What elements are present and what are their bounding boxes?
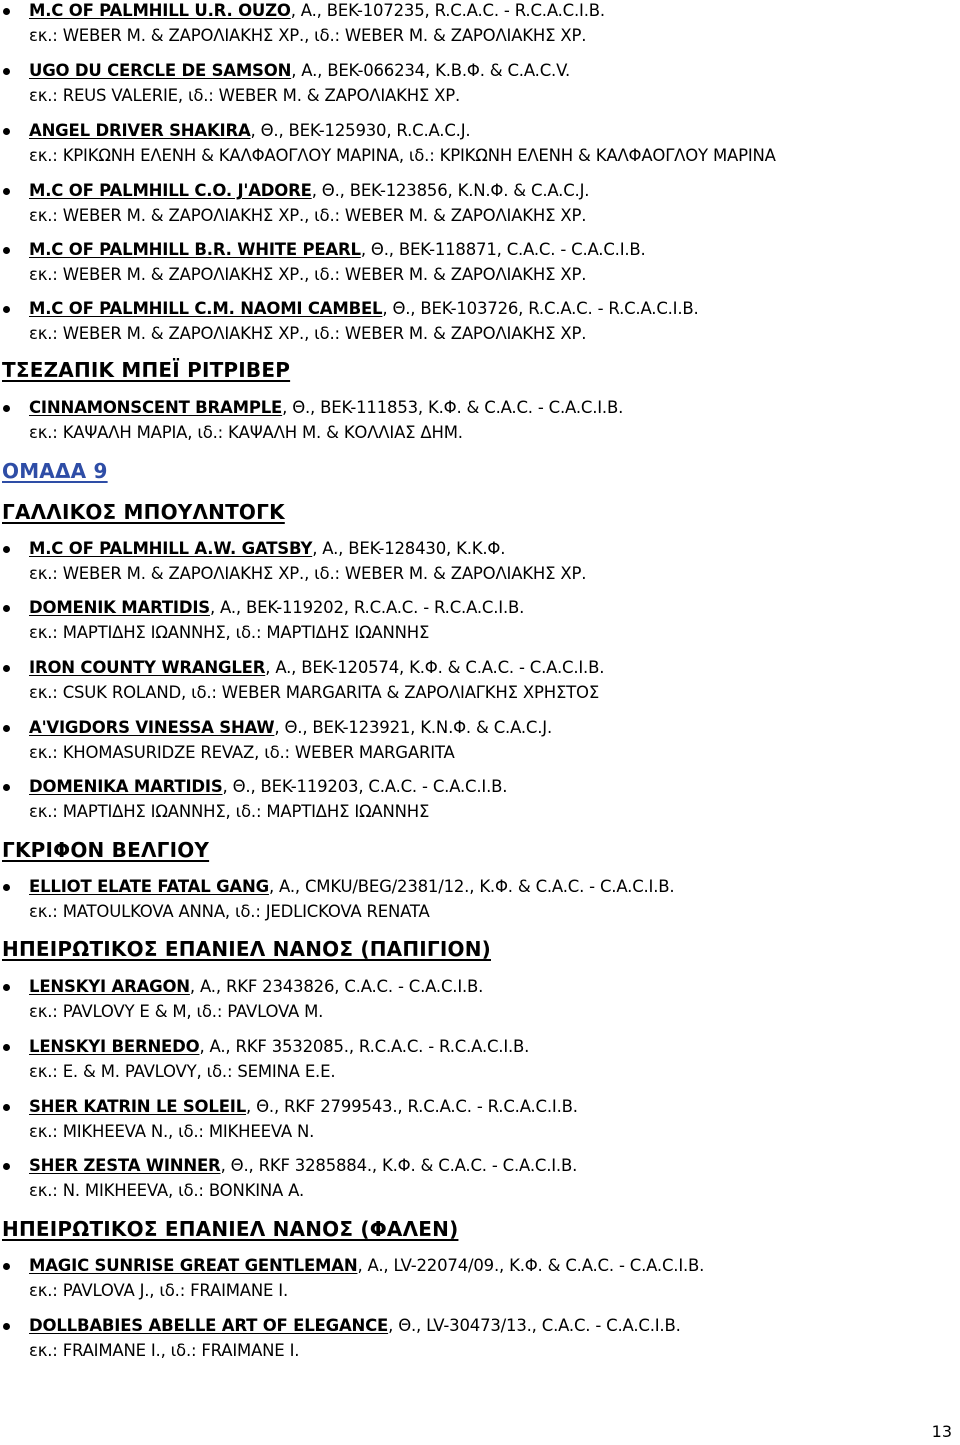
dog-name: UGO DU CERCLE DE SAMSON — [29, 61, 292, 80]
entry-line-1 — [29, 121, 470, 141]
entry-line-1 — [29, 977, 483, 997]
dog-details: , A., CMKU/BEG/2381/12., K.Φ. & C.A.C. - C.A.C.I.B. — [268, 877, 675, 896]
dog-name: M.C OF PALMHILL A.W. GATSBY — [29, 539, 313, 558]
owners: εκ.: WEBER M. & ΖΑΡΟΛΙΑΚΗΣ ΧΡ., ιδ.: WEBER M. & ΖΑΡΟΛΙΑΚΗΣ ΧΡ. — [29, 206, 587, 225]
owners: εκ.: KHOMASURIDZE REVAZ, ιδ.: WEBER MARGARITA — [29, 743, 455, 762]
entry-line-1 — [29, 777, 507, 797]
entry-line-1 — [29, 718, 552, 738]
bullet-icon — [3, 725, 10, 732]
dog-details: , Θ., RKF 2799543., R.C.A.C. - R.C.A.C.I.B. — [246, 1097, 578, 1116]
breed-heading: ΤΣΕΖΑΠΙΚ ΜΠΕΪ ΡΙΤΡΙΒΕΡ — [2, 358, 291, 382]
entry-line-1 — [29, 877, 674, 897]
owners: εκ.: ΚΡΙΚΩΝΗ ΕΛΕΝΗ & ΚΑΛΦΑΟΓΛΟΥ ΜΑΡΙΝΑ, ιδ.: ΚΡΙΚΩΝΗ ΕΛΕΝΗ & ΚΑΛΦΑΟΓΛΟΥ ΜΑΡΙΝΑ — [29, 146, 776, 165]
dog-details: , A., RKF 3532085., R.C.A.C. - R.C.A.C.I.B. — [199, 1037, 530, 1056]
dog-name: SHER KATRIN LE SOLEIL — [29, 1097, 247, 1116]
owners: εκ.: CSUK ROLAND, ιδ.: WEBER MARGARITA & ΖΑΡΟΛΙΑΓΚΗΣ ΧΡΗΣΤΟΣ — [29, 683, 600, 702]
owners: εκ.: MIKHEEVA N., ιδ.: MIKHEEVA N. — [29, 1122, 315, 1141]
owners: εκ.: ΜΑΡΤΙΔΗΣ ΙΩΑΝΝΗΣ, ιδ.: ΜΑΡΤΙΔΗΣ ΙΩΑΝΝΗΣ — [29, 802, 430, 821]
dog-name: CINNAMONSCENT BRAMPLE — [29, 398, 283, 417]
entry-line-1 — [29, 61, 570, 81]
dog-details: , A., BEK-119202, R.C.A.C. - R.C.A.C.I.B. — [209, 598, 525, 617]
dog-name: M.C OF PALMHILL C.M. NAOMI CAMBEL — [29, 299, 383, 318]
page-number: 13 — [931, 1422, 952, 1441]
dog-details: , A., BEK-066234, K.B.Φ. & C.A.C.V. — [291, 61, 571, 80]
dog-details: , Θ., BEK-119203, C.A.C. - C.A.C.I.B. — [222, 777, 508, 796]
dog-name: M.C OF PALMHILL B.R. WHITE PEARL — [29, 240, 361, 259]
owners: εκ.: WEBER M. & ΖΑΡΟΛΙΑΚΗΣ ΧΡ., ιδ.: WEBER M. & ΖΑΡΟΛΙΑΚΗΣ ΧΡ. — [29, 324, 587, 343]
group-heading: ΟΜΑΔΑ 9 — [2, 459, 108, 483]
entry-line-1 — [29, 1037, 529, 1057]
breed-heading: ΗΠΕΙΡΩΤΙΚΟΣ ΕΠΑΝΙΕΛ ΝΑΝΟΣ (ΠΑΠΙΓΙΟΝ) — [2, 937, 491, 961]
owners: εκ.: REUS VALERIE, ιδ.: WEBER M. & ΖΑΡΟΛΙΑΚΗΣ ΧΡ. — [29, 86, 461, 105]
owners: εκ.: WEBER M. & ΖΑΡΟΛΙΑΚΗΣ ΧΡ., ιδ.: WEBER M. & ΖΑΡΟΛΙΑΚΗΣ ΧΡ. — [29, 564, 587, 583]
dog-details: , A., BEK-120574, K.Φ. & C.A.C. - C.A.C.I.B. — [265, 658, 605, 677]
owners: εκ.: E. & M. PAVLOVY, ιδ.: SEMINA E.E. — [29, 1062, 336, 1081]
bullet-icon — [3, 784, 10, 791]
breed-heading: ΓΚΡΙΦΟΝ ΒΕΛΓΙΟΥ — [2, 838, 210, 862]
dog-details: , A., RKF 2343826, C.A.C. - C.A.C.I.B. — [189, 977, 484, 996]
dog-details: , Θ., BEK-103726, R.C.A.C. - R.C.A.C.I.B. — [382, 299, 699, 318]
entry-line-1 — [29, 398, 623, 418]
dog-name: IRON COUNTY WRANGLER — [29, 658, 266, 677]
breed-heading: ΗΠΕΙΡΩΤΙΚΟΣ ΕΠΑΝΙΕΛ ΝΑΝΟΣ (ΦΑΛΕΝ) — [2, 1217, 459, 1241]
dog-details: , Θ., BEK-111853, K.Φ. & C.A.C. - C.A.C.I.B. — [282, 398, 624, 417]
owners: εκ.: WEBER M. & ΖΑΡΟΛΙΑΚΗΣ ΧΡ., ιδ.: WEBER M. & ΖΑΡΟΛΙΑΚΗΣ ΧΡ. — [29, 26, 587, 45]
entry-line-1 — [29, 598, 524, 618]
dog-name: LENSKYI BERNEDO — [29, 1037, 200, 1056]
bullet-icon — [3, 405, 10, 412]
entry-line-1 — [29, 240, 646, 260]
dog-name: DOLLBABIES ABELLE ART OF ELEGANCE — [29, 1316, 389, 1335]
dog-name: A'VIGDORS VINESSA SHAW — [29, 718, 275, 737]
dog-details: , Θ., RKF 3285884., K.Φ. & C.A.C. - C.A.C.I.B. — [220, 1156, 578, 1175]
entry-line-1 — [29, 1097, 578, 1117]
bullet-icon — [3, 306, 10, 313]
bullet-icon — [3, 1263, 10, 1270]
dog-name: SHER ZESTA WINNER — [29, 1156, 221, 1175]
dog-details: , Θ., LV-30473/13., C.A.C. - C.A.C.I.B. — [388, 1316, 681, 1335]
dog-name: ELLIOT ELATE FATAL GANG — [29, 877, 269, 896]
bullet-icon — [3, 884, 10, 891]
dog-details: , Θ., BEK-123921, K.N.Φ. & C.A.C.J. — [274, 718, 552, 737]
owners: εκ.: MATOULKOVA ANNA, ιδ.: JEDLICKOVA RENATA — [29, 902, 430, 921]
bullet-icon — [3, 188, 10, 195]
entry-line-1 — [29, 539, 505, 559]
dog-name: M.C OF PALMHILL U.R. OUZO — [29, 1, 291, 20]
bullet-icon — [3, 665, 10, 672]
bullet-icon — [3, 1044, 10, 1051]
dog-details: , A., LV-22074/09., K.Φ. & C.A.C. - C.A.C.I.B. — [357, 1256, 705, 1275]
owners: εκ.: N. MIKHEEVA, ιδ.: BONKINA A. — [29, 1181, 305, 1200]
entry-line-1 — [29, 1256, 704, 1276]
dog-details: , Θ., BEK-118871, C.A.C. - C.A.C.I.B. — [360, 240, 646, 259]
dog-details: , Θ., BEK-123856, K.N.Φ. & C.A.C.J. — [311, 181, 590, 200]
entry-line-1 — [29, 181, 589, 201]
bullet-icon — [3, 1323, 10, 1330]
bullet-icon — [3, 8, 10, 15]
dog-name: MAGIC SUNRISE GREAT GENTLEMAN — [29, 1256, 358, 1275]
owners: εκ.: ΚΑΨΑΛΗ ΜΑΡΙΑ, ιδ.: ΚΑΨΑΛΗ Μ. & ΚΟΛΛΙΑΣ ΔΗΜ. — [29, 423, 463, 442]
entry-line-1 — [29, 1156, 577, 1176]
bullet-icon — [3, 247, 10, 254]
entry-line-1 — [29, 1, 605, 21]
dog-name: ANGEL DRIVER SHAKIRA — [29, 121, 251, 140]
entry-line-1 — [29, 658, 604, 678]
owners: εκ.: ΜΑΡΤΙΔΗΣ ΙΩΑΝΝΗΣ, ιδ.: ΜΑΡΤΙΔΗΣ ΙΩΑΝΝΗΣ — [29, 623, 430, 642]
bullet-icon — [3, 128, 10, 135]
dog-details: , A., BEK-128430, K.K.Φ. — [312, 539, 506, 558]
dog-details: , A., BEK-107235, R.C.A.C. - R.C.A.C.I.B. — [290, 1, 605, 20]
dog-name: DOMENIK MARTIDIS — [29, 598, 210, 617]
bullet-icon — [3, 546, 10, 553]
dog-name: DOMENIKA MARTIDIS — [29, 777, 223, 796]
bullet-icon — [3, 1163, 10, 1170]
bullet-icon — [3, 68, 10, 75]
bullet-icon — [3, 605, 10, 612]
owners: εκ.: PAVLOVY E & M, ιδ.: PAVLOVA M. — [29, 1002, 324, 1021]
owners: εκ.: WEBER M. & ΖΑΡΟΛΙΑΚΗΣ ΧΡ., ιδ.: WEBER M. & ΖΑΡΟΛΙΑΚΗΣ ΧΡ. — [29, 265, 587, 284]
dog-name: LENSKYI ARAGON — [29, 977, 190, 996]
entry-line-1 — [29, 299, 699, 319]
dog-details: , Θ., BEK-125930, R.C.A.C.J. — [250, 121, 471, 140]
entry-line-1 — [29, 1316, 681, 1336]
dog-name: M.C OF PALMHILL C.O. J'ADORE — [29, 181, 312, 200]
breed-heading: ΓΑΛΛΙΚΟΣ ΜΠΟΥΛΝΤΟΓΚ — [2, 500, 285, 524]
owners: εκ.: FRAIMANE I., ιδ.: FRAIMANE I. — [29, 1341, 300, 1360]
bullet-icon — [3, 984, 10, 991]
owners: εκ.: PAVLOVA J., ιδ.: FRAIMANE I. — [29, 1281, 288, 1300]
bullet-icon — [3, 1104, 10, 1111]
